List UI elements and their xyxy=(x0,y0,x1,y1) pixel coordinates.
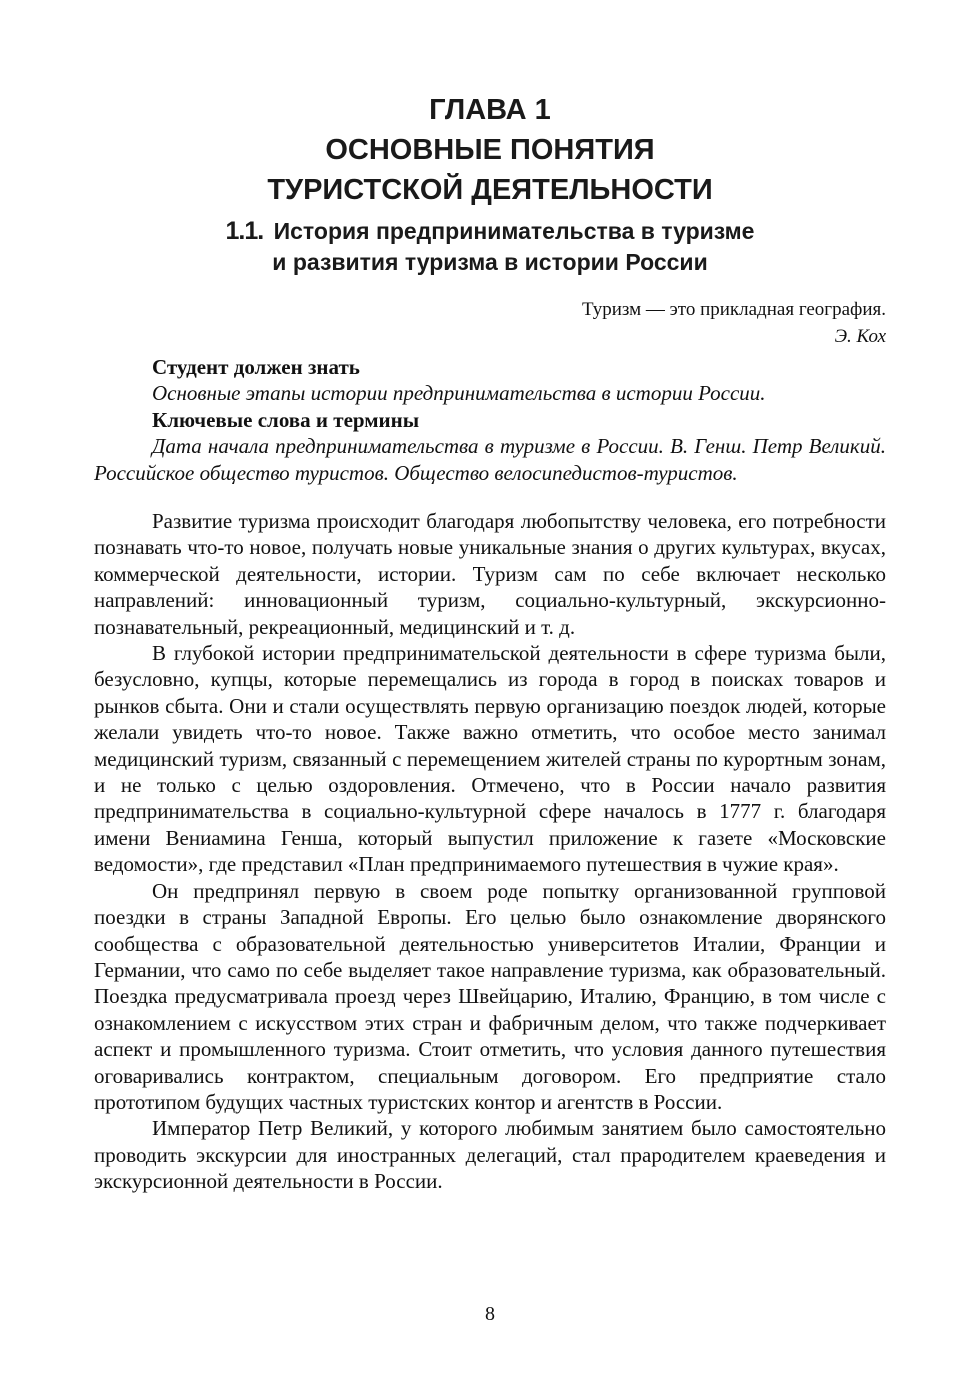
chapter-number: ГЛАВА 1 xyxy=(429,94,551,126)
chapter-title-line-2: ТУРИСТСКОЙ ДЕЯТЕЛЬНОСТИ xyxy=(267,174,713,206)
chapter-heading xyxy=(94,90,886,210)
epigraph-author: Э. Кох xyxy=(834,326,886,347)
section-title-line-1 xyxy=(94,216,886,247)
section-title-text-1: История предпринимательства в туризме xyxy=(273,218,755,244)
paragraph: Он предпринял первую в своем роде попытку организованной групповой поездки в страны Западной Европы. Его целью было ознакомление дворянского сообщества с образовательной деятельностью университетов Италии, Франции и Германии, что само по себе выделяет такое направление туризма, как образовательный. Поездка предусматривала проезд через Швейцарию, Италию, Францию, в том числе с ознакомлением с искусством этих стран и фабричным делом, что также подчеркивает аспект и промышленного туризма. Стоит отметить, что условия данного путешествия оговаривались контрактом, специальным договором. Его предприятие стало прототипом будущих частных туристских контор и агентств в России. xyxy=(94,878,886,1114)
paragraph: В глубокой истории предпринимательской деятельности в сфере туризма были, безусловно, купцы, которые перемещались из города в город в поисках товаров и рынков сбыта. Они и стали осуществлять первую организацию поездок людей, которые желали увидеть что-то новое. Также важно отметить, что особое место занимал медицинский туризм, связанный с перемещением жителей страны по курортным зонам, и не только с целью оздоровления. Отмечено, что в России начало развития предпринимательства в социально-культурной сфере началось в 1777 г. благодаря имени Вениамина Генша, который выпустил приложение к газете «Московские ведомости», где представил «План предпринимаемого путешествия в чужие края». xyxy=(94,641,886,877)
section-title-line-2: и развития туризма в истории России xyxy=(272,249,708,275)
paragraph: Император Петр Великий, у которого любимым занятием было самостоятельно проводить экскурсии для иностранных делегаций, стал прародителем краеведения и экскурсионной деятельности в России. xyxy=(94,1116,886,1194)
body-text xyxy=(94,508,886,1195)
chapter-title-line-1: ОСНОВНЫЕ ПОНЯТИЯ xyxy=(325,134,655,166)
learning-goals xyxy=(94,354,886,486)
section-number: 1.1. xyxy=(225,217,264,245)
page-number: 8 xyxy=(485,1303,495,1325)
section-heading xyxy=(94,216,886,278)
epigraph-quote: Туризм — это прикладная география. xyxy=(582,299,886,320)
epigraph xyxy=(500,296,886,350)
goals-text-keywords: Дата начала предпринимательства в туризме в России. В. Генш. Петр Великий. Российское общество туристов. Общество велосипедистов-туристов. xyxy=(94,434,886,485)
goals-heading-keywords: Ключевые слова и термины xyxy=(152,407,420,432)
paragraph: Развитие туризма происходит благодаря любопытству человека, его потребности познавать что-то новое, получать новые уникальные знания о других культурах, вкусах, коммерческой деятельности, истории. Туризм сам по себе включает несколько направлений: инновационный туризм, социально-культурный, экскурсионно-познавательный, рекреационный, медицинский и т. д. xyxy=(94,509,886,639)
goals-text-know: Основные этапы истории предпринимательства в истории России. xyxy=(152,381,766,406)
goals-heading-know: Студент должен знать xyxy=(152,355,360,379)
